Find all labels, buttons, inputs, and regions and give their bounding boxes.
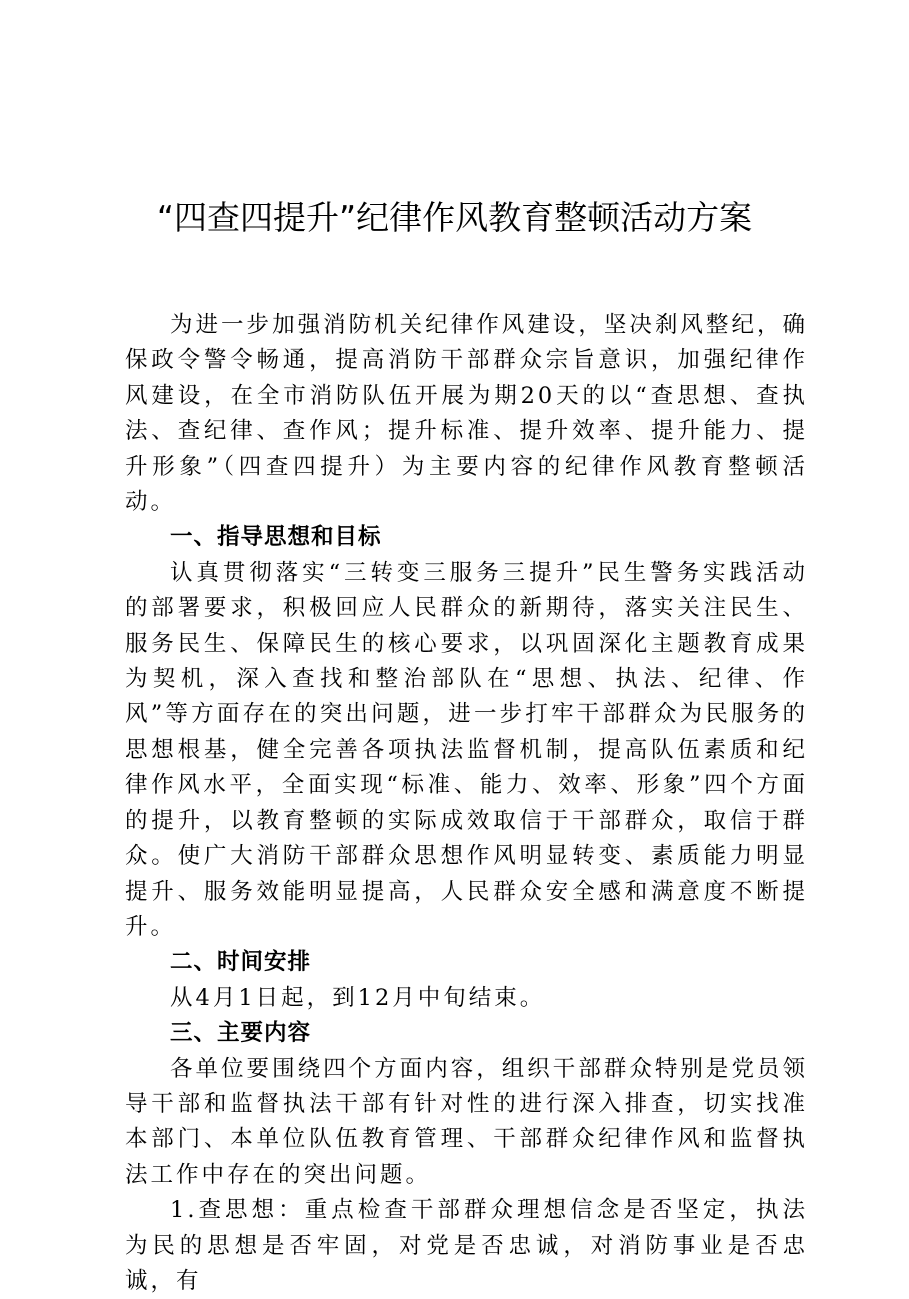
paragraph-schedule: 从4月1日起，到12月中旬结束。 bbox=[170, 984, 546, 1011]
heading-schedule: 二、时间安排 bbox=[170, 949, 312, 976]
paragraph-main-content: 各单位要围绕四个方面内容，组织干部群众特别是党员领导干部和监督执法干部有针对性的进行深入排查，切实找准本部门、本单位队伍教育管理、干部群众纪律作风和监督执法工作中存在的突出问题。 bbox=[125, 1055, 808, 1188]
document-body bbox=[125, 308, 808, 1299]
paragraph-check-thought: 1.查思想：重点检查干部群众理想信念是否坚定，执法为民的思想是否牢固，对党是否忠诚，对消防事业是否忠诚，有 bbox=[125, 1197, 808, 1294]
paragraph-guiding-ideology: 认真贯彻落实“三转变三服务三提升”民生警务实践活动的部署要求，积极回应人民群众的新期待，落实关注民生、服务民生、保障民生的核心要求，以巩固深化主题教育成果为契机，深入查找和整治部队在“思想、执法、纪律、作风”等方面存在的突出问题，进一步打牢干部群众为民服务的思想根基，健全完善各项执法监督机制，提高队伍素质和纪律作风水平，全面实现“标准、能力、效率、形象”四个方面的提升，以教育整顿的实际成效取信于干部群众，取信于群众。使广大消防干部群众思想作风明显转变、素质能力明显提升、服务效能明显提高，人民群众安全感和满意度不断提升。 bbox=[125, 559, 808, 940]
heading-main-content: 三、主要内容 bbox=[170, 1020, 312, 1047]
document-title: “四查四提升”纪律作风教育整顿活动方案 bbox=[156, 198, 753, 237]
paragraph-intro: 为进一步加强消防机关纪律作风建设，坚决刹风整纪，确保政令警令畅通，提高消防干部群众宗旨意识，加强纪律作风建设，在全市消防队伍开展为期20天的以“查思想、查执法、查纪律、查作风；提升标准、提升效率、提升能力、提升形象”（四查四提升）为主要内容的纪律作风教育整顿活动。 bbox=[125, 312, 808, 516]
heading-guiding-ideology: 一、指导思想和目标 bbox=[170, 524, 382, 551]
